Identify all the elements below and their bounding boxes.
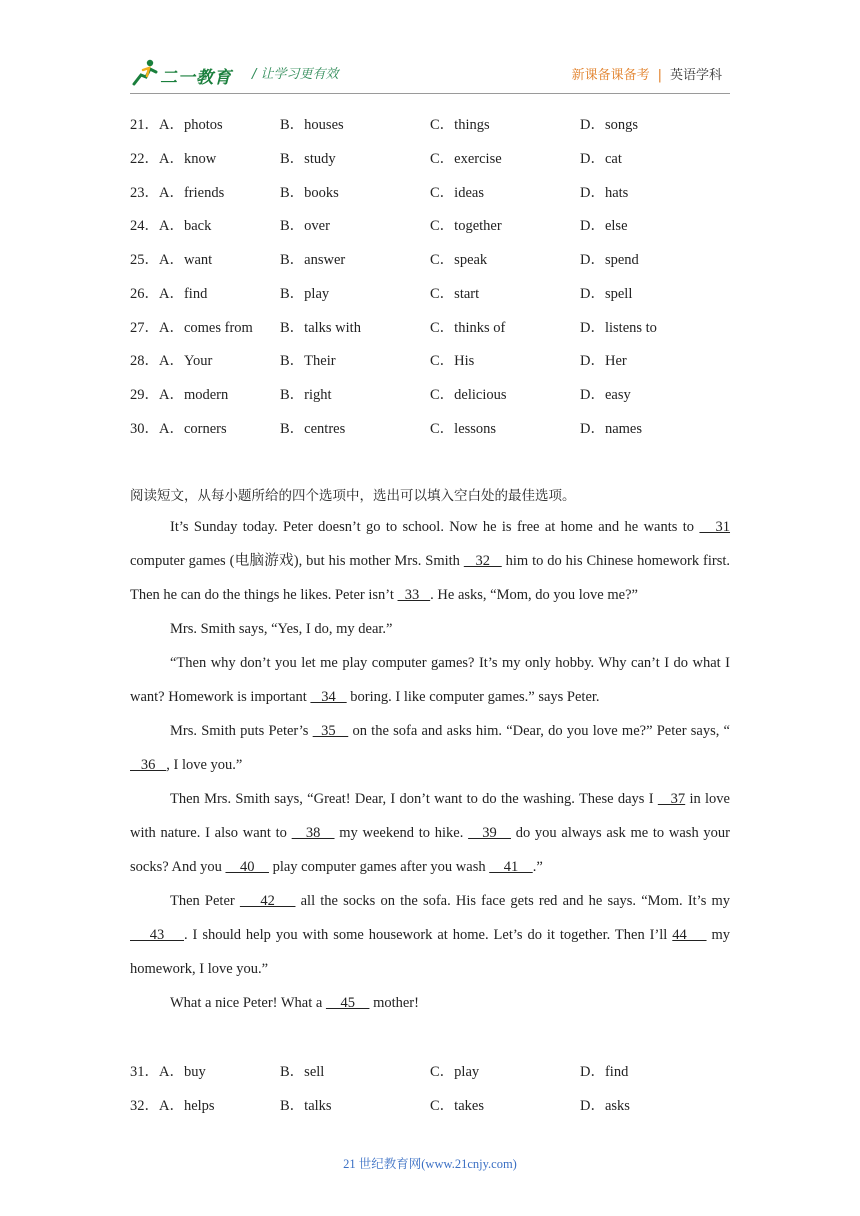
option-b: B．sell (280, 1064, 325, 1080)
passage-paragraph: Then Mrs. Smith says, “Great! Dear, I don’t want to do the washing. These days I 37 in love with nature. I also want to 38 my weekend to hike. 39 do you always ask me to wash your socks? And you 40 play computer games after you wash 41 .” (130, 791, 731, 875)
blank-36: 36 (130, 757, 167, 773)
question-number: 30． (130, 421, 159, 437)
header-subject-label: 英语学科 (669, 68, 722, 83)
option-c: C．takes (430, 1098, 484, 1114)
header-subject (572, 64, 722, 83)
blank-44: 44 (672, 927, 707, 943)
question-number: 31． (130, 1064, 159, 1080)
option-a: 29．A．modern (130, 387, 229, 403)
blank-35: 35 (312, 723, 349, 739)
option-a: 32．A．helps (130, 1098, 215, 1114)
reading-passage (130, 510, 730, 1020)
option-b: B．answer (280, 252, 346, 268)
question-number: 25． (130, 252, 159, 268)
option-b: B．Their (280, 353, 336, 369)
passage-paragraph: “Then why don’t you let me play computer games? It’s my only hobby. Why can’t I do what I want? Homework is important 34 boring. I like computer games.” says Peter. (130, 655, 730, 705)
option-row (130, 316, 730, 336)
runner-logo-icon (130, 58, 160, 88)
blank-43: 43 (130, 927, 184, 943)
blank-32: 32 (463, 553, 502, 569)
passage-paragraph: What a nice Peter! What a 45 mother! (170, 995, 419, 1011)
option-row (130, 1094, 730, 1114)
question-number: 23． (130, 185, 159, 201)
option-row (130, 282, 730, 302)
option-row (130, 181, 730, 201)
slogan: / 让学习更有效 (252, 67, 339, 82)
option-c: C．delicious (430, 387, 507, 403)
option-b: B．over (280, 218, 330, 234)
question-number: 22． (130, 151, 159, 167)
option-c: C．exercise (430, 151, 502, 167)
question-number: 29． (130, 387, 159, 403)
option-c: C．thinks of (430, 320, 506, 336)
option-row (130, 214, 730, 234)
blank-42: 42 (239, 893, 296, 909)
passage-paragraph: Mrs. Smith says, “Yes, I do, my dear.” (170, 621, 393, 637)
page-header (130, 56, 730, 90)
option-b: B．right (280, 387, 332, 403)
option-b: B．study (280, 151, 336, 167)
option-a: 28．A．Your (130, 353, 213, 369)
option-b: B．books (280, 185, 339, 201)
option-a: 22．A．know (130, 151, 217, 167)
option-d: D．else (580, 218, 628, 234)
option-a: 26．A．find (130, 286, 208, 302)
option-a: 27．A．comes from (130, 320, 253, 336)
blank-45: 45 (325, 995, 370, 1011)
option-a: 31．A．buy (130, 1064, 206, 1080)
option-row (130, 113, 730, 133)
option-row (130, 417, 730, 437)
option-c: C．things (430, 117, 490, 133)
passage-paragraph: Then Peter 42 all the socks on the sofa. His face gets red and he says. “Mom. It’s my 43 . I should help you with some housework at home. Let’s do it together. Then I’ll 44 my homework, I love you.” (130, 893, 731, 977)
option-d: D．spell (580, 286, 633, 302)
option-row (130, 349, 730, 369)
option-c: C．together (430, 218, 502, 234)
option-c: C．lessons (430, 421, 497, 437)
question-number: 28． (130, 353, 159, 369)
option-d: D．Her (580, 353, 627, 369)
option-b: B．play (280, 286, 330, 302)
passage-paragraph: It’s Sunday today. Peter doesn’t go to school. Now he is free at home and he wants to 31 computer games (电脑游戏), but his mother Mrs. Smith 32 him to do his Chinese homework first. Then he can do the things he likes. Peter isn’t 33 . He asks, “Mom, do you love me?” (130, 519, 731, 603)
option-a: 25．A．want (130, 252, 213, 268)
question-number: 27． (130, 320, 159, 336)
option-a: 21．A．photos (130, 117, 223, 133)
option-b: B．centres (280, 421, 346, 437)
option-b: B．talks (280, 1098, 332, 1114)
passage-paragraph: Mrs. Smith puts Peter’s 35 on the sofa and asks him. “Dear, do you love me?” Peter says, “ 36 , I love you.” (130, 723, 730, 773)
option-d: D．listens to (580, 320, 657, 336)
option-c: C．His (430, 353, 475, 369)
logo (130, 58, 240, 88)
blank-38: 38 (291, 825, 335, 841)
option-c: C．ideas (430, 185, 484, 201)
question-number: 24． (130, 218, 159, 234)
blank-33: 33 (397, 587, 431, 603)
page-footer: 21 世纪教育网(www.21cnjy.com) (343, 1157, 517, 1171)
blank-31: 31 (699, 519, 731, 535)
option-a: 24．A．back (130, 218, 212, 234)
option-row (130, 147, 730, 167)
option-d: D．spend (580, 252, 639, 268)
header-course-label: 新课备课备考 (571, 68, 650, 83)
blank-39: 39 (468, 825, 511, 841)
option-d: D．hats (580, 185, 629, 201)
option-d: D．asks (580, 1098, 630, 1114)
header-divider (130, 93, 730, 94)
blank-41: 41 (489, 859, 533, 875)
option-d: D．find (580, 1064, 629, 1080)
question-number: 21． (130, 117, 159, 133)
option-d: D．easy (580, 387, 631, 403)
question-number: 26． (130, 286, 159, 302)
blank-40: 40 (225, 859, 269, 875)
question-number: 32． (130, 1098, 159, 1114)
option-row (130, 383, 730, 403)
option-a: 23．A．friends (130, 185, 225, 201)
option-row (130, 248, 730, 268)
option-d: D．songs (580, 117, 639, 133)
option-c: C．play (430, 1064, 480, 1080)
option-row (130, 1060, 730, 1080)
logo-text: 二一教育 (160, 68, 232, 88)
option-c: C．start (430, 286, 480, 302)
option-c: C．speak (430, 252, 488, 268)
header-separator: | (657, 68, 662, 83)
option-b: B．houses (280, 117, 344, 133)
option-d: D．cat (580, 151, 622, 167)
blank-34: 34 (310, 689, 347, 705)
option-b: B．talks with (280, 320, 361, 336)
option-a: 30．A．corners (130, 421, 227, 437)
blank-37: 37 (657, 791, 686, 807)
option-d: D．names (580, 421, 643, 437)
section-instruction: 阅读短文，从每小题所给的四个选项中，选出可以填入空白处的最佳选项。 (130, 488, 576, 504)
